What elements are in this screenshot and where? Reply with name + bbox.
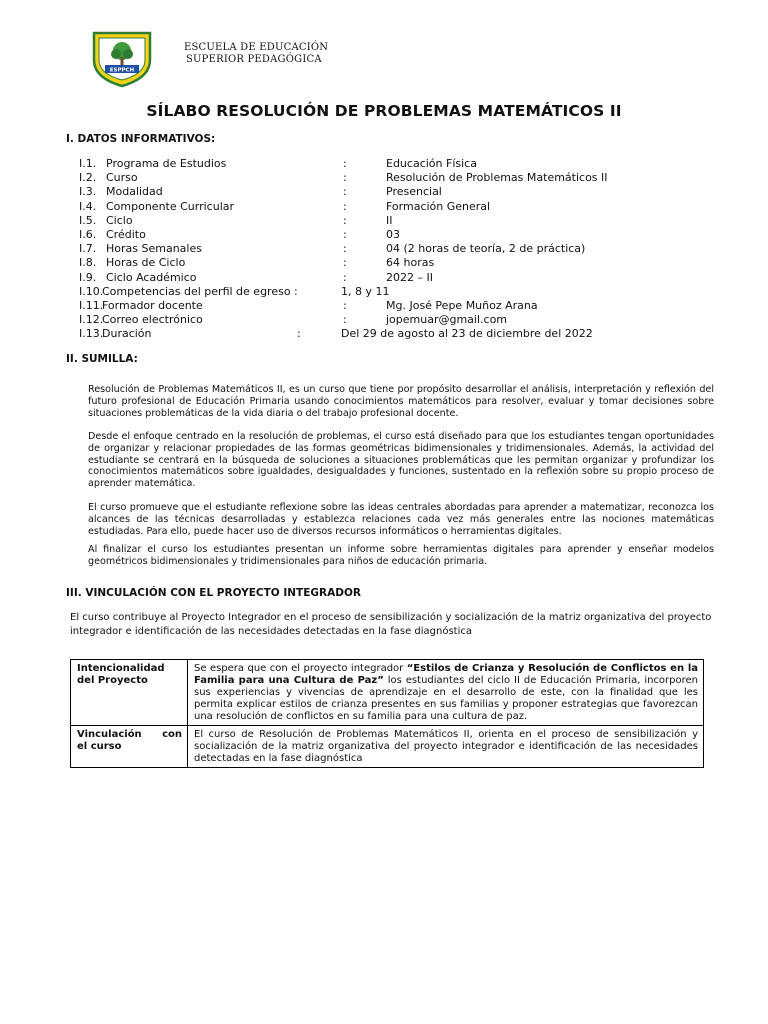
datos-label: Ciclo (106, 213, 133, 227)
school-logo (91, 30, 153, 88)
datos-label: Duración (102, 327, 152, 341)
key-word-el-curso: el curso (77, 741, 122, 752)
datos-num: I.13. (79, 327, 104, 341)
datos-value: Formación General (386, 199, 491, 213)
sumilla-paragraph-1: Resolución de Problemas Matemáticos II, es un curso que tiene por propósito desarrollar el análisis, interpretación y reflexión del futuro profesional de Educación Primaria usando conocimientos matemáticos para resolver, evaluar y tomar decisiones sobre situaciones problemáticas de la vida diaria o del trabajo profesional docente. (88, 384, 714, 419)
datos-value: 03 (386, 227, 400, 241)
key-word-con: con (162, 729, 182, 740)
project-name: “Estilos de Crianza y Resolución de Conflictos en la Familia para una Cultura de Paz” (194, 663, 698, 686)
key-word-vinculacion: Vinculación (77, 729, 142, 740)
datos-value: II (386, 213, 393, 227)
datos-colon: : (343, 213, 347, 227)
section-heading-datos: I. DATOS INFORMATIVOS: (66, 133, 216, 145)
sumilla-paragraph-4: Al finalizar el curso los estudiantes presentan un informe sobre herramientas digitales para aprender y enseñar modelos geométricos bidimensionales y tridimensionales para niños de educación primaria. (88, 544, 714, 567)
datos-colon: : (343, 199, 347, 213)
svg-text:ESPPCH: ESPPCH (109, 67, 135, 74)
datos-label: Curso (106, 171, 138, 185)
document-title: SÍLABO RESOLUCIÓN DE PROBLEMAS MATEMÁTICOS II (146, 102, 622, 120)
datos-num: I.4. (79, 199, 97, 213)
datos-colon: : (343, 298, 347, 312)
vinculacion-table (70, 659, 704, 768)
datos-num: I.2. (79, 171, 97, 185)
table-key-vinculacion (71, 726, 188, 768)
datos-label: Ciclo Académico (106, 270, 197, 284)
section-heading-vinculacion: III. VINCULACIÓN CON EL PROYECTO INTEGRADOR (66, 587, 361, 599)
table-row (71, 660, 704, 726)
table-key-intencionalidad: Intencionalidad del Proyecto (71, 660, 188, 726)
datos-colon: : (343, 185, 347, 199)
datos-label: Modalidad (106, 185, 163, 199)
school-name-line2: SUPERIOR PEDAGÓGICA (186, 54, 322, 65)
datos-num: I.3. (79, 185, 97, 199)
datos-num: I.12. (79, 313, 104, 327)
datos-label: Horas de Ciclo (106, 256, 186, 270)
datos-value: Presencial (386, 185, 442, 199)
datos-label: Competencias del perfil de egreso : (102, 284, 298, 298)
datos-colon: : (343, 227, 347, 241)
intencionalidad-pre: Se espera que con el proyecto integrador (194, 663, 407, 674)
datos-value: Mg. José Pepe Muñoz Arana (386, 298, 538, 312)
datos-value: jopemuar@gmail.com (386, 313, 508, 327)
table-value-intencionalidad (188, 660, 704, 726)
datos-colon: : (343, 270, 347, 284)
vinculacion-intro: El curso contribuye al Proyecto Integrador en el proceso de sensibilización y socialización de la matriz organizativa del proyecto integrador e identificación de las necesidades detectadas en la fase diagnóstica (70, 612, 712, 637)
sumilla-paragraph-3: El curso promueve que el estudiante reflexione sobre las ideas centrales abordadas para aprender a matematizar, reconozca los alcances de las técnicas desarrolladas y establezca relaciones cada vez más generales entre las nociones matemáticas estudiadas. Para ello, puede hacer uso de diversos recursos informáticos o herramientas digitales. (88, 502, 714, 537)
datos-num: I.5. (79, 213, 97, 227)
datos-colon: : (343, 313, 347, 327)
datos-num: I.1. (79, 157, 97, 170)
datos-num: I.7. (79, 242, 97, 256)
datos-colon: : (343, 171, 347, 185)
datos-num: I.8. (79, 256, 97, 270)
datos-num: I.10. (79, 284, 104, 298)
datos-value: 1, 8 y 11 (341, 284, 390, 298)
datos-label: Programa de Estudios (106, 157, 227, 170)
school-name (184, 42, 328, 66)
table-value-vinculacion: El curso de Resolución de Problemas Matemáticos II, orienta en el proceso de sensibilización y socialización de la matriz organizativa del proyecto integrador e identificación de las necesidades detectadas en la fase diagnóstica (188, 726, 704, 768)
datos-value: 04 (2 horas de teoría, 2 de práctica) (386, 242, 586, 256)
datos-label: Correo electrónico (102, 313, 203, 327)
datos-num: I.6. (79, 227, 97, 241)
sumilla-paragraph-2: Desde el enfoque centrado en la resolución de problemas, el curso está diseñado para que los estudiantes tengan oportunidades de organizar y relacionar propiedades de las formas geométricas bidimensionales y tridimensionales. Además, la actividad del estudiante se centrará en la búsqueda de soluciones a situaciones problemáticas que les permitan organizar y profundizar los conocimientos matemáticos sobre igualdades, desigualdades y funciones, sustentado en la reflexión sobre su propio proceso de aprender matemática. (88, 431, 714, 490)
datos-colon: : (343, 157, 347, 170)
datos-label: Horas Semanales (106, 242, 202, 256)
datos-num: I.9. (79, 270, 97, 284)
datos-label: Componente Curricular (106, 199, 235, 213)
section-heading-sumilla: II. SUMILLA: (66, 353, 138, 365)
datos-value: Educación Física (386, 157, 477, 170)
datos-label: Formador docente (102, 298, 203, 312)
datos-colon: : (297, 327, 301, 341)
datos-colon: : (343, 256, 347, 270)
table-row (71, 726, 704, 768)
intencionalidad-post: los estudiantes del ciclo II de Educación Primaria, incorporen sus experiencias y vivencias de aprendizaje en el desarrollo de este, con la finalidad que les permita explicar estilos de crianza presentes en sus familias y proponer estrategias que favorezcan una resolución de conflictos en su familia para una cultura de paz. (194, 675, 699, 722)
datos-value: 2022 – II (386, 270, 433, 284)
datos-value: Resolución de Problemas Matemáticos II (386, 171, 608, 185)
datos-label: Crédito (106, 227, 146, 241)
school-name-line1: ESCUELA DE EDUCACIÓN (184, 42, 329, 53)
datos-colon: : (343, 242, 347, 256)
datos-value: Del 29 de agosto al 23 de diciembre del 2022 (341, 327, 593, 341)
datos-value: 64 horas (386, 256, 435, 270)
datos-num: I.11. (79, 298, 104, 312)
